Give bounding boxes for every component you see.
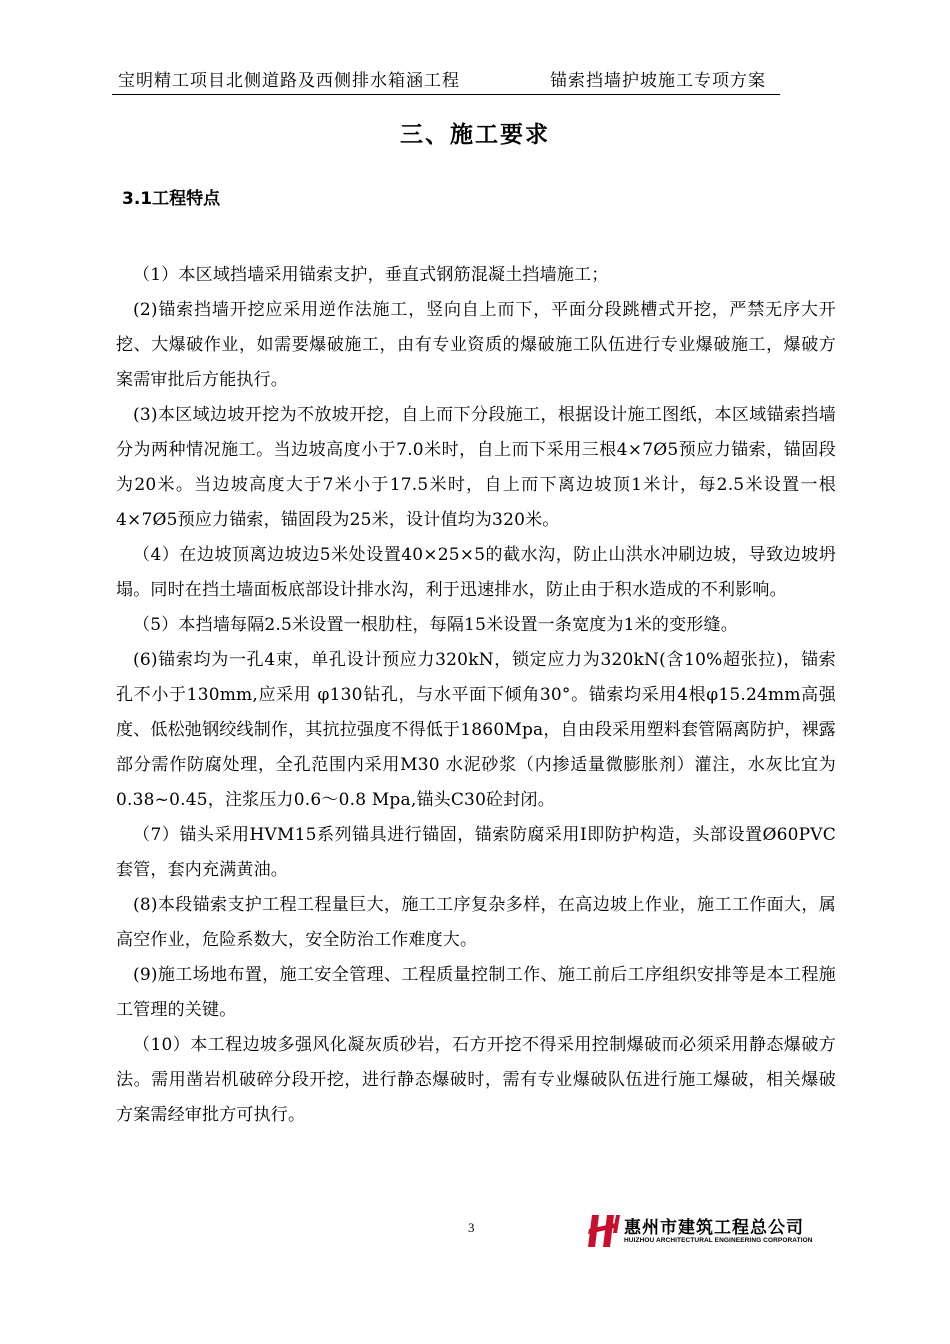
paragraph: (9)施工场地布置，施工安全管理、工程质量控制工作、施工前后工序组织安排等是本工程施工管理的关键。 — [116, 965, 836, 1020]
paragraph: （5）本挡墙每隔2.5米设置一根肋柱，每隔15米设置一条宽度为1米的变形缝。 — [133, 615, 738, 635]
company-logo — [586, 1213, 816, 1253]
paragraph: （10）本工程边坡多强风化凝灰质砂岩，石方开挖不得采用控制爆破而必须采用静态爆破方法。需用凿岩机破碎分段开挖，进行静态爆破时，需有专业爆破队伍进行施工爆破，相关爆破方案需经审批方可执行。 — [116, 1035, 836, 1125]
company-name-english: HUIZHOU ARCHITECTURAL ENGINEERING CORPORATION — [624, 1237, 813, 1244]
header-project-title: 宝明精工项目北侧道路及西侧排水箱涵工程 — [118, 71, 460, 91]
page-number: 3 — [468, 1220, 475, 1235]
paragraph: (6)锚索均为一孔4束，单孔设计预应力320kN，锁定应力为320kN(含10%超张拉)，锚索孔不小于130mm,应采用 φ130钻孔，与水平面下倾角30°。锚索均采用4根φ15.24mm高强度、低松弛钢绞线制作，其抗拉强度不得低于1860Mpa，自由段采用塑料套管隔离防护，裸露部分需作防腐处理，全孔范围内采用M30 水泥砂浆（内掺适量微膨胀剂）灌注，水灰比宜为0.38~0.45，注浆压力0.6～0.8 Mpa,锚头C30砼封闭。 — [116, 650, 836, 810]
body-text — [116, 258, 836, 1133]
section-heading: 3.1工程特点 — [122, 189, 221, 209]
header-document-title: 锚索挡墙护坡施工专项方案 — [550, 71, 766, 91]
paragraph: (8)本段锚索支护工程工程量巨大，施工工序复杂多样，在高边坡上作业，施工工作面大，属高空作业，危险系数大，安全防治工作难度大。 — [116, 895, 836, 950]
chapter-title: 三、施工要求 — [400, 122, 550, 148]
paragraph: (2)锚索挡墙开挖应采用逆作法施工，竖向自上而下，平面分段跳槽式开挖，严禁无序大开挖、大爆破作业，如需要爆破施工，由有专业资质的爆破施工队伍进行专业爆破施工，爆破方案需审批后方能执行。 — [116, 300, 836, 390]
company-name: 惠州市建筑工程总公司 — [624, 1218, 804, 1238]
paragraph: (3)本区域边坡开挖为不放坡开挖，自上而下分段施工，根据设计施工图纸，本区域锚索挡墙分为两种情况施工。当边坡高度小于7.0米时，自上而下采用三根4×7Ø5预应力锚索，锚固段为20米。当边坡高度大于7米小于17.5米时，自上而下离边坡顶1米计，每2.5米设置一根4×7Ø5预应力锚索，锚固段为25米，设计值均为320米。 — [116, 405, 836, 530]
paragraph: （4）在边坡顶离边坡边5米处设置40×25×5的截水沟，防止山洪水冲刷边坡，导致边坡坍塌。同时在挡土墙面板底部设计排水沟，利于迅速排水，防止由于积水造成的不利影响。 — [116, 545, 836, 600]
header-divider — [112, 94, 780, 95]
company-logo-icon — [586, 1213, 620, 1249]
paragraph: （7）锚头采用HVM15系列锚具进行锚固，锚索防腐采用Ⅰ即防护构造，头部设置Ø60PVC套管，套内充满黄油。 — [116, 825, 836, 880]
paragraph: （1）本区域挡墙采用锚索支护，垂直式钢筋混凝土挡墙施工； — [133, 265, 609, 285]
